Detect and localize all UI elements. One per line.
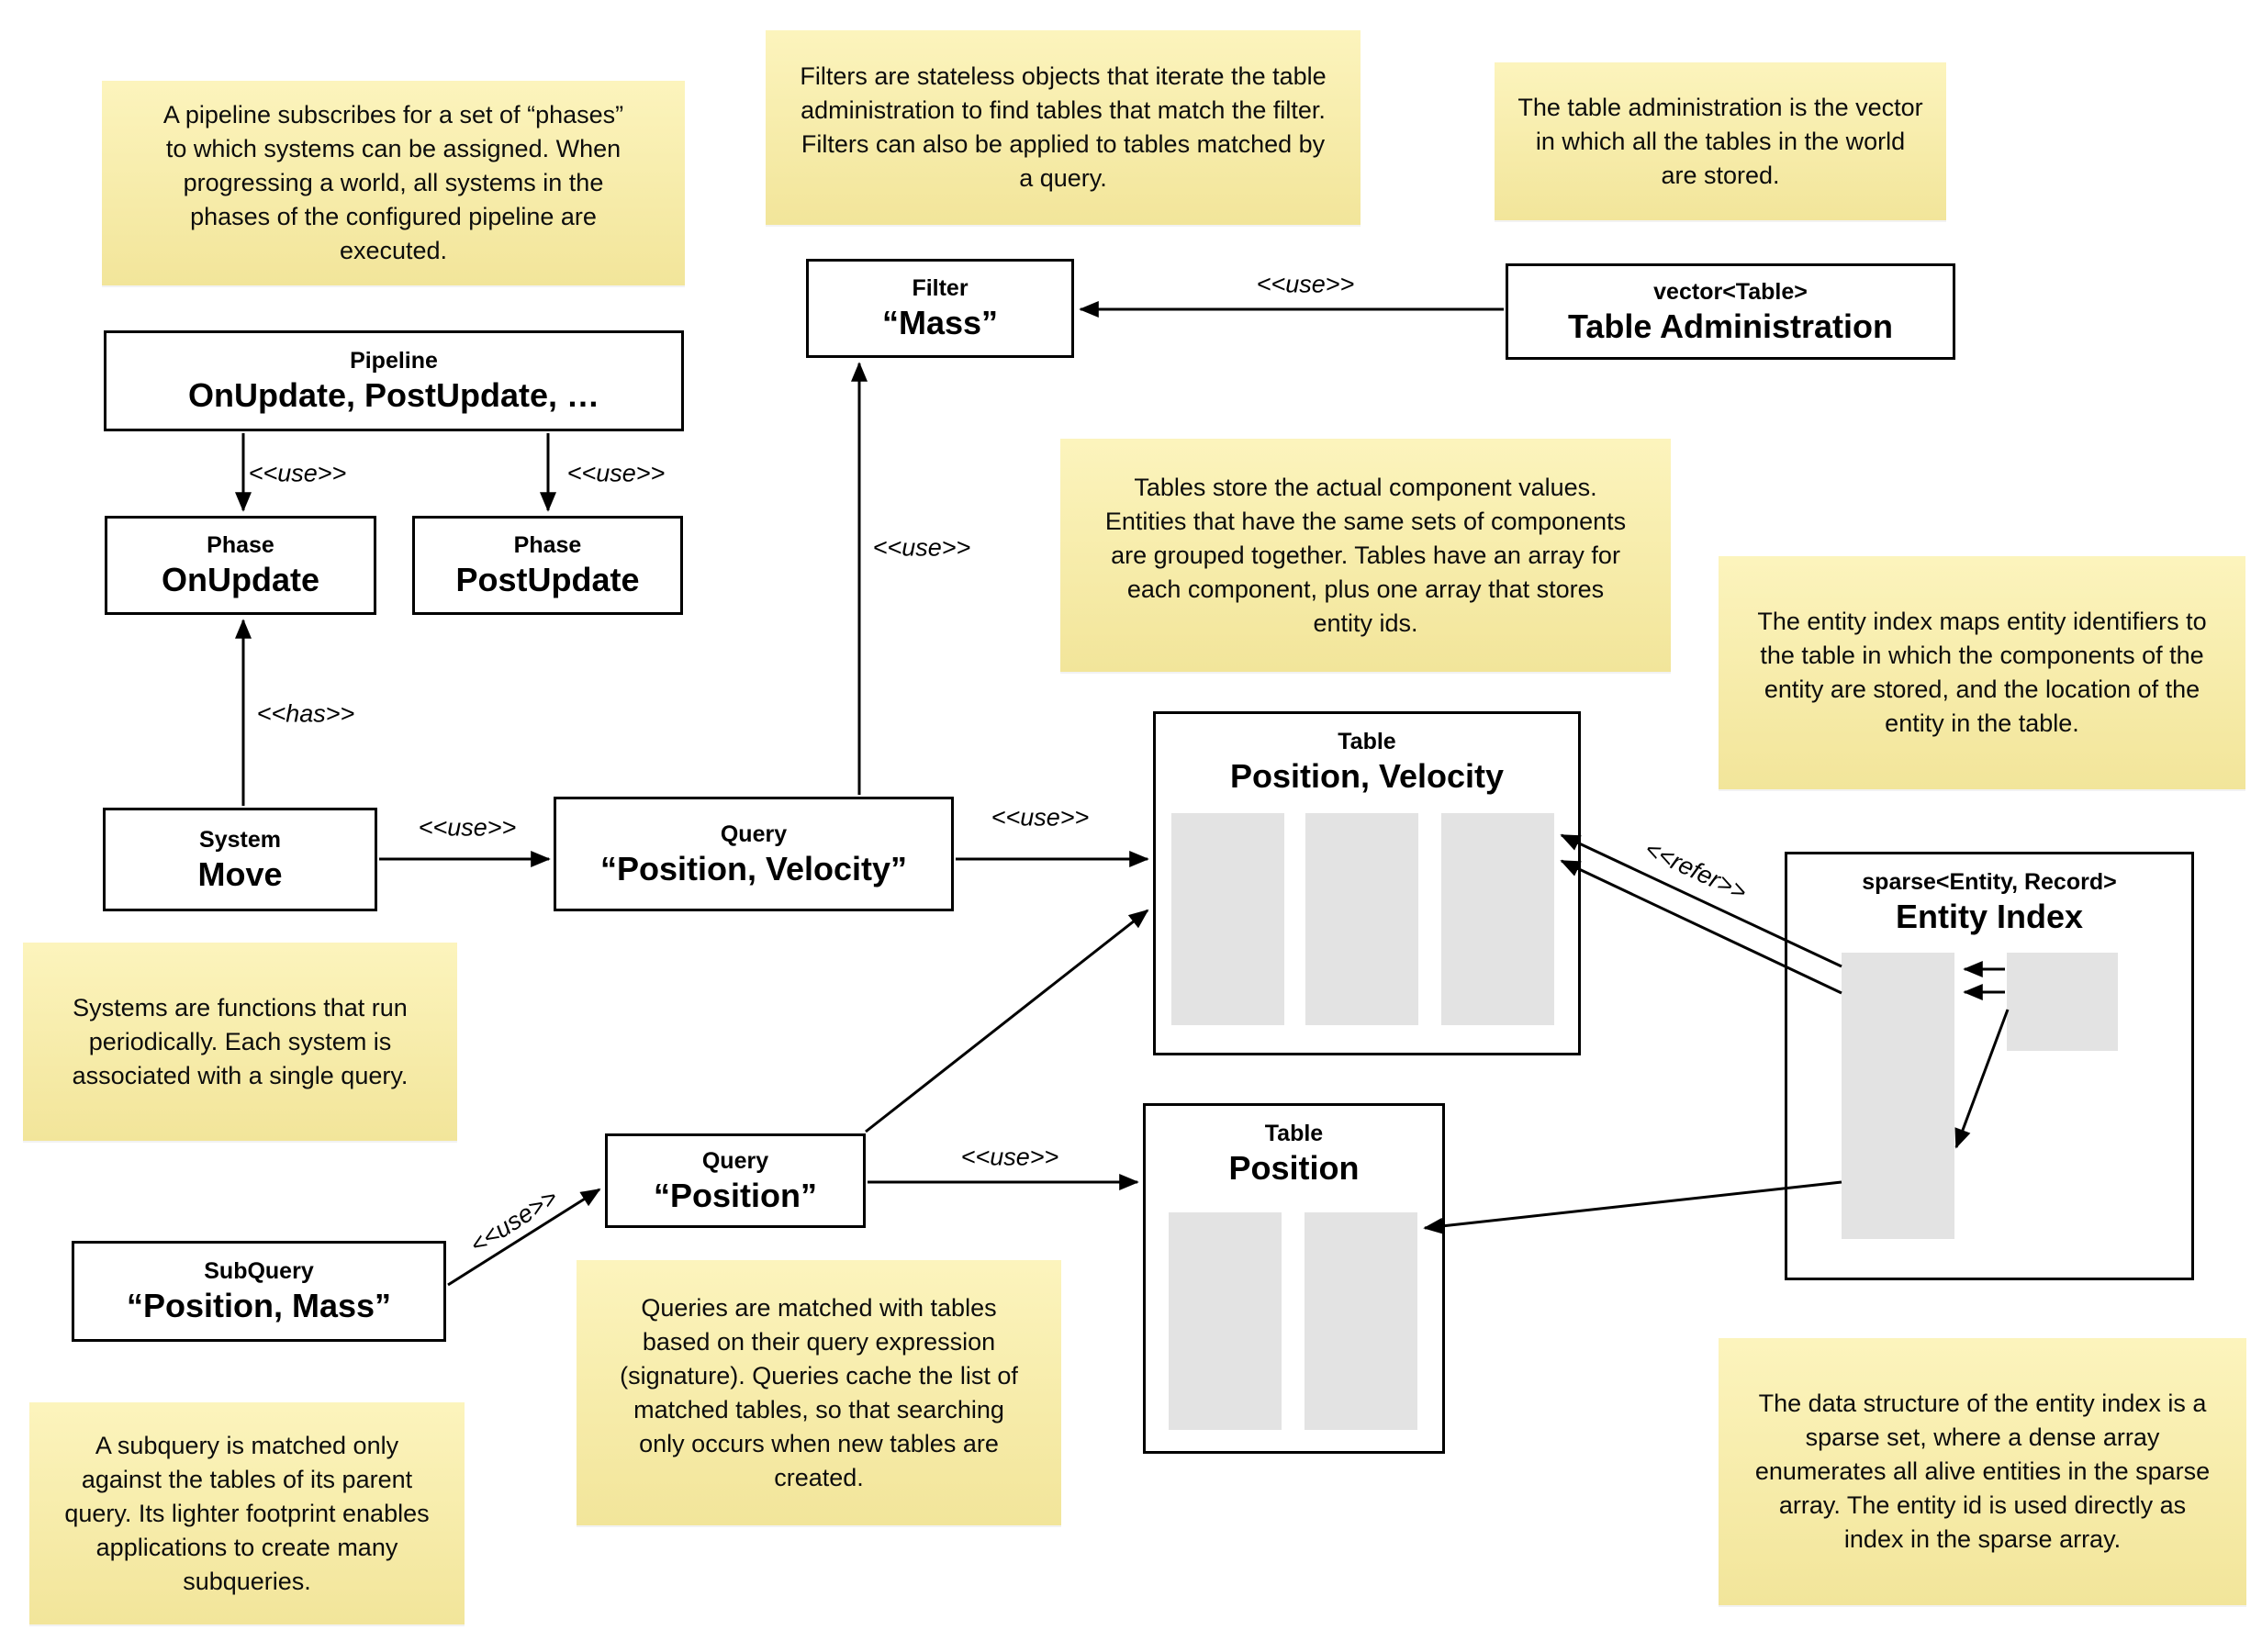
arrow-entity-index-to-table-position [1425, 1182, 1842, 1228]
node-phase-postupdate [412, 516, 683, 615]
node-phase-onupdate-name: OnUpdate [161, 561, 319, 598]
label-use-query-table-p: <<use>> [960, 1143, 1059, 1171]
node-table-position-velocity-stereotype: Table [1338, 729, 1396, 754]
note-pipeline [102, 81, 685, 285]
note-sparse-set-text: The data structure of the entity index is a sparse set, where a dense array enumerates all alive entities in the sparse array. The entity id is used directly as index in the sparse array. [1754, 1390, 2211, 1553]
node-entity-index-name: Entity Index [1895, 898, 2084, 935]
note-tables [1060, 439, 1671, 672]
node-filter-mass-name: “Mass” [881, 304, 999, 341]
note-queries-text: Queries are matched with tables based on their query expression (signature). Queries cache the list of matched tables, so that searching only occurs when new tables are created. [620, 1293, 1018, 1491]
node-phase-postupdate-stereotype: Phase [513, 532, 582, 558]
note-filters [766, 30, 1361, 225]
note-sparse-set [1719, 1338, 2246, 1605]
component-array-position2 [1169, 1212, 1282, 1430]
note-table-administration [1495, 62, 1946, 220]
note-entity-index [1719, 556, 2245, 789]
node-table-position-velocity [1153, 711, 1581, 1055]
node-query-position-velocity-name: “Position, Velocity” [599, 849, 908, 887]
label-use-pipeline-onupdate: <<use>> [248, 459, 347, 487]
node-pipeline [104, 330, 684, 431]
note-table-administration-text: The table administration is the vector in which all the tables in the world are stored. [1517, 93, 1923, 189]
note-filters-text: Filters are stateless objects that iterate the table administration to find tables that match the filter. Filters can also be applied to tables matched by a query. [800, 62, 1327, 192]
arrow-query-position-to-table-pv [866, 910, 1148, 1132]
node-table-administration [1506, 263, 1955, 360]
node-system-move-stereotype: System [199, 826, 281, 853]
note-systems-text: Systems are functions that run periodically. Each system is associated with a single query. [72, 993, 409, 1089]
label-use-query-table-pv: <<use>> [991, 803, 1090, 832]
node-table-administration-name: Table Administration [1567, 307, 1894, 345]
node-filter-mass [806, 259, 1074, 358]
note-entity-index-text: The entity index maps entity identifiers to the table in which the components of the entity are stored, and the location of the entity in the table. [1757, 608, 2207, 737]
node-query-position-name: “Position” [654, 1176, 817, 1214]
node-system-move [103, 808, 377, 911]
node-query-position-stereotype: Query [701, 1147, 769, 1174]
note-systems [23, 943, 457, 1141]
note-subquery [29, 1402, 465, 1624]
note-pipeline-text: A pipeline subscribes for a set of “phases” to which systems can be assigned. When progressing a world, all systems in the phases of the configured pipeline are executed. [162, 101, 624, 264]
node-entity-index-stereotype: sparse<Entity, Record> [1862, 869, 2117, 895]
node-table-position-velocity-name: Position, Velocity [1229, 757, 1505, 795]
entity-id-array2 [1305, 1212, 1417, 1430]
label-use-subquery-query: <<use>> [465, 1183, 563, 1259]
node-table-position [1143, 1103, 1445, 1454]
note-subquery-text: A subquery is matched only against the tables of its parent query. Its lighter footprint enables applications to create many subqueries. [64, 1431, 430, 1595]
node-phase-onupdate-stereotype: Phase [207, 532, 274, 558]
label-use-pipeline-postupdate: <<use>> [566, 459, 666, 487]
node-pipeline-name: OnUpdate, PostUpdate, … [187, 376, 600, 414]
node-subquery-position-mass [72, 1241, 446, 1342]
node-query-position-velocity [554, 797, 954, 911]
node-phase-postupdate-name: PostUpdate [455, 561, 640, 598]
label-refer-entity-index: <<refer>> [1641, 834, 1752, 907]
note-queries [577, 1260, 1061, 1525]
component-array-velocity [1305, 813, 1418, 1025]
node-system-move-name: Move [197, 854, 283, 893]
node-pipeline-stereotype: Pipeline [350, 348, 438, 374]
node-table-administration-stereotype: vector<Table> [1653, 278, 1808, 305]
node-query-position [605, 1133, 866, 1228]
label-has-system-phase: <<has>> [256, 699, 355, 728]
node-query-position-velocity-stereotype: Query [720, 820, 788, 847]
node-entity-index [1785, 852, 2194, 1280]
entity-id-array [1441, 813, 1554, 1025]
node-subquery-position-mass-stereotype: SubQuery [204, 1258, 314, 1284]
node-phase-onupdate [105, 516, 376, 615]
label-use-query-filter: <<use>> [872, 533, 971, 562]
label-use-system-query: <<use>> [418, 813, 517, 842]
label-use-admin-filter: <<use>> [1256, 270, 1355, 298]
dense-array [2007, 953, 2118, 1051]
node-filter-mass-stereotype: Filter [912, 275, 969, 301]
node-table-position-stereotype: Table [1264, 1121, 1324, 1146]
sparse-array [1842, 953, 1954, 1239]
note-tables-text: Tables store the actual component values. Entities that have the same sets of components are grouped together. Tables have an array for each component, plus one array that stores entity ids. [1104, 473, 1627, 637]
component-array-position [1171, 813, 1284, 1025]
node-subquery-position-mass-name: “Position, Mass” [126, 1287, 392, 1324]
node-table-position-name: Position [1228, 1149, 1360, 1187]
